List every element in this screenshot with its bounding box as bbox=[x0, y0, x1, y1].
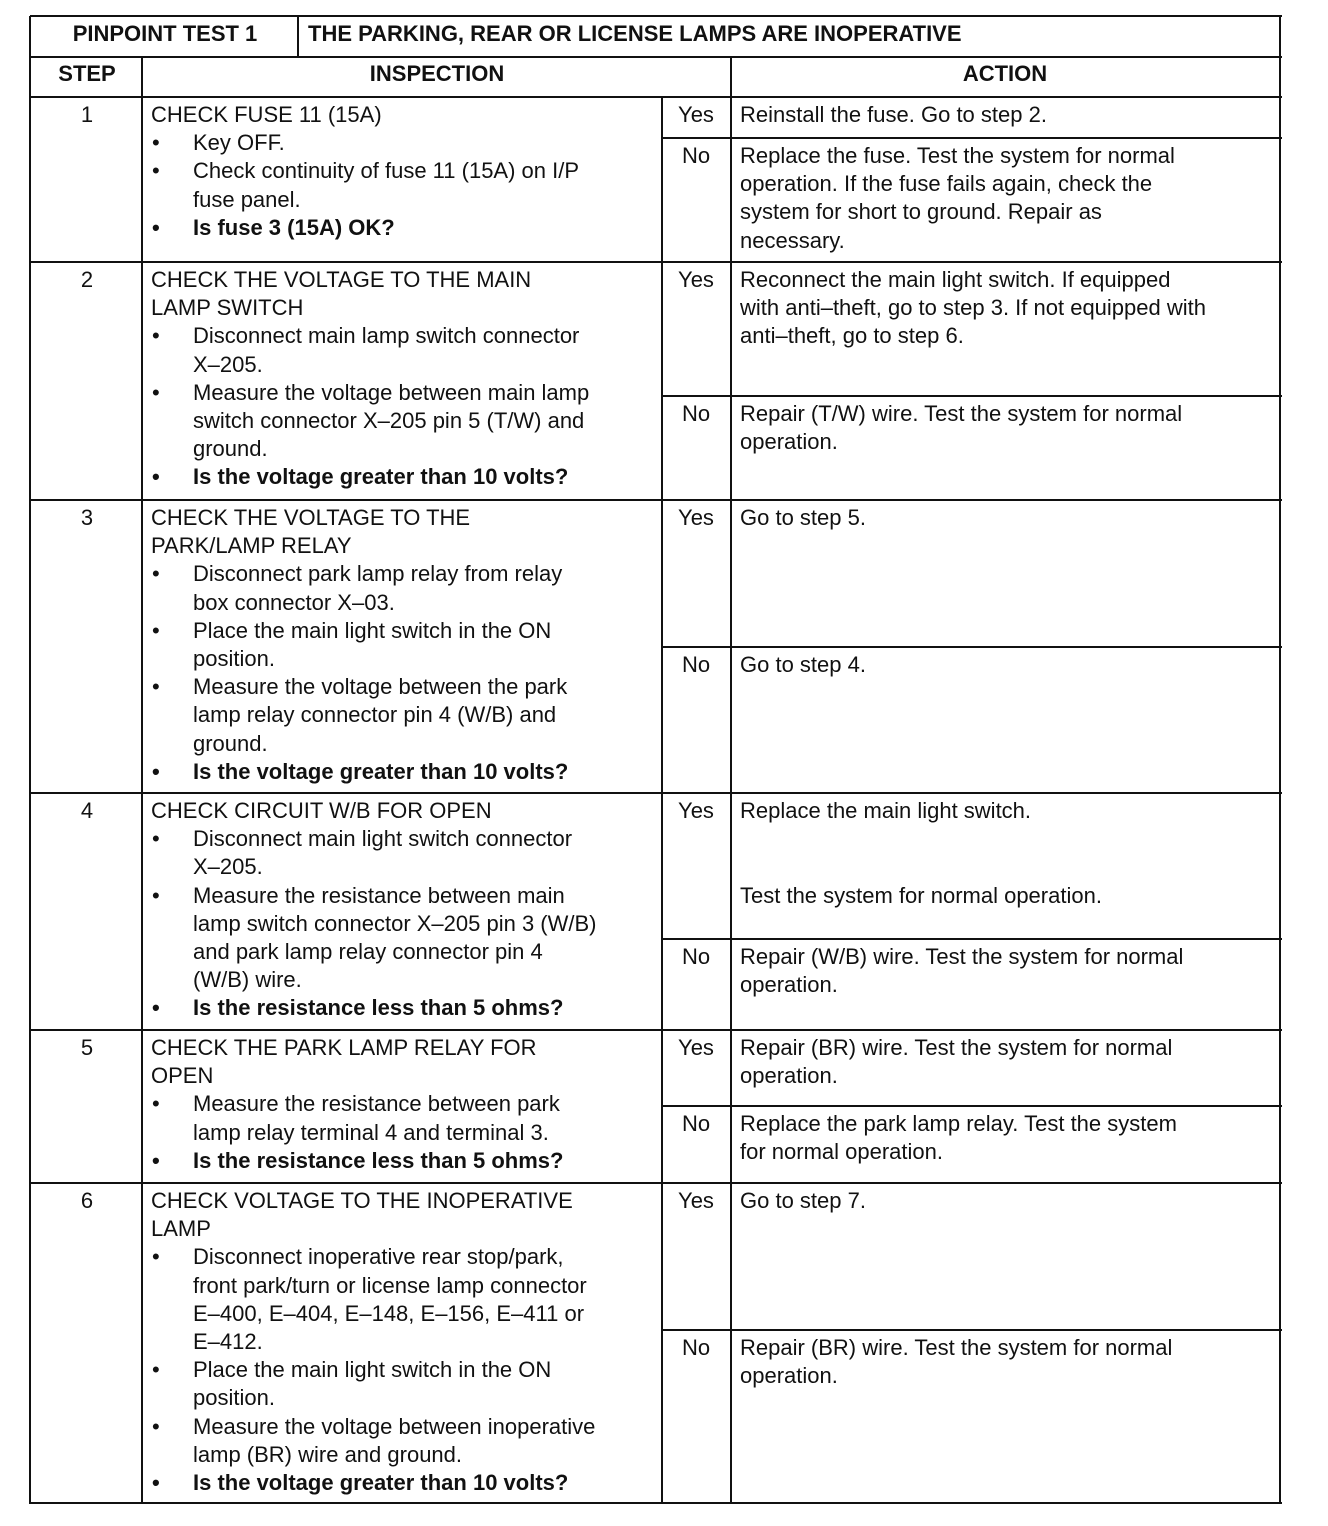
inspection-bullet-line: • Key OFF. bbox=[193, 130, 285, 156]
inspection-bullet-line: E–412. bbox=[193, 1329, 263, 1355]
step-number: 6 bbox=[80, 1188, 94, 1213]
action-line: Replace the park lamp relay. Test the system bbox=[740, 1111, 1177, 1136]
inspection-bullet bbox=[151, 157, 659, 213]
yes-label: Yes bbox=[678, 267, 714, 292]
inspection-bullet-line: ground. bbox=[193, 730, 268, 756]
action-line: Repair (BR) wire. Test the system for normal bbox=[740, 1335, 1173, 1360]
inspection-bullet-line: • Disconnect park lamp relay from relay bbox=[193, 561, 563, 587]
inspection-heading-line: LAMP SWITCH bbox=[151, 295, 304, 321]
inspection-bullet-line: E–400, E–404, E–148, E–156, E–411 or bbox=[193, 1300, 585, 1326]
action-line: Replace the main light switch. bbox=[740, 798, 1032, 823]
inspection-bullet bbox=[151, 1243, 659, 1356]
no-action bbox=[740, 943, 1275, 999]
action-line: Repair (T/W) wire. Test the system for normal bbox=[740, 401, 1183, 426]
table-left-border bbox=[29, 16, 31, 1504]
no-label: No bbox=[681, 1111, 711, 1136]
inspection-heading-line: CHECK CIRCUIT W/B FOR OPEN bbox=[151, 798, 492, 823]
inspection-column-header: INSPECTION bbox=[369, 61, 505, 86]
yes-label: Yes bbox=[678, 798, 714, 823]
inspection-bullet bbox=[151, 379, 659, 464]
action-line: Test the system for normal operation. bbox=[740, 882, 1102, 908]
no-action bbox=[740, 651, 1275, 679]
inspection-heading-line: OPEN bbox=[151, 1063, 214, 1089]
inspection-bullet bbox=[151, 673, 659, 758]
inspection-bullet-line: • Is fuse 3 (15A) OK? bbox=[193, 214, 395, 240]
no-label: No bbox=[681, 944, 711, 969]
step-number: 1 bbox=[80, 102, 94, 127]
action-line: operation. bbox=[740, 972, 838, 998]
inspection-cell bbox=[151, 1187, 659, 1497]
no-action bbox=[740, 1110, 1275, 1166]
yes-label: Yes bbox=[678, 102, 714, 127]
inspection-bullet-line: box connector X–03. bbox=[193, 589, 395, 615]
inspection-heading-line: CHECK THE VOLTAGE TO THE bbox=[151, 505, 471, 530]
action-line: with anti–theft, go to step 3. If not equipped with bbox=[740, 295, 1206, 321]
inspection-question bbox=[151, 994, 659, 1022]
action-column-divider bbox=[730, 57, 732, 1504]
inspection-question bbox=[151, 463, 659, 491]
action-line bbox=[740, 853, 1275, 881]
table-right-border bbox=[1279, 16, 1281, 1504]
step-row-border bbox=[30, 792, 1282, 794]
inspection-bullet bbox=[151, 1413, 659, 1469]
yes-label: Yes bbox=[678, 1035, 714, 1060]
action-line: operation. bbox=[740, 1063, 838, 1089]
action-line bbox=[740, 825, 1275, 853]
inspection-bullet-line: position. bbox=[193, 1385, 275, 1411]
inspection-bullet-line: • Is the voltage greater than 10 volts? bbox=[193, 1470, 569, 1496]
inspection-cell bbox=[151, 266, 659, 492]
title-divider bbox=[297, 16, 299, 58]
inspection-bullet-line: • Place the main light switch in the ON bbox=[193, 617, 552, 643]
inspection-cell bbox=[151, 101, 659, 242]
title-row-border bbox=[30, 56, 1282, 58]
test-label: PINPOINT TEST 1 bbox=[72, 21, 258, 46]
inspection-bullet-line: • Measure the resistance between park bbox=[193, 1091, 560, 1117]
inspection-bullet-line: position. bbox=[193, 646, 275, 672]
inspection-cell bbox=[151, 1034, 659, 1175]
yes-action bbox=[740, 101, 1275, 129]
inspection-bullet-line: • Is the resistance less than 5 ohms? bbox=[193, 995, 564, 1021]
action-line: system for short to ground. Repair as bbox=[740, 199, 1102, 225]
inspection-bullet-line: • Disconnect main light switch connector bbox=[193, 826, 573, 852]
inspection-heading-line: CHECK THE VOLTAGE TO THE MAIN bbox=[151, 267, 532, 292]
inspection-bullet-line: • Check continuity of fuse 11 (15A) on I/P bbox=[193, 158, 580, 184]
inspection-bullet-line: • Disconnect main lamp switch connector bbox=[193, 323, 580, 349]
action-column-header: ACTION bbox=[962, 61, 1048, 86]
answer-column-divider bbox=[661, 793, 663, 1031]
inspection-bullet-line: X–205. bbox=[193, 351, 263, 377]
step-number: 4 bbox=[80, 798, 94, 823]
inspection-bullet bbox=[151, 1090, 659, 1146]
action-line: necessary. bbox=[740, 227, 845, 253]
inspection-question bbox=[151, 1147, 659, 1175]
yes-action bbox=[740, 266, 1275, 351]
inspection-bullet-line: X–205. bbox=[193, 854, 263, 880]
no-action bbox=[740, 142, 1275, 255]
inspection-bullet-line: lamp switch connector X–205 pin 3 (W/B) bbox=[193, 910, 597, 936]
inspection-question bbox=[151, 1469, 659, 1497]
test-title: THE PARKING, REAR OR LICENSE LAMPS ARE INOPERATIVE bbox=[308, 21, 962, 46]
inspection-bullet-line: and park lamp relay connector pin 4 bbox=[193, 939, 543, 965]
header-row-border bbox=[30, 96, 1282, 98]
yes-no-divider bbox=[662, 1329, 1282, 1331]
inspection-heading-line: PARK/LAMP RELAY bbox=[151, 533, 352, 559]
inspection-question bbox=[151, 758, 659, 786]
inspection-bullet bbox=[151, 882, 659, 995]
inspection-bullet-line: ground. bbox=[193, 436, 268, 462]
step-number: 2 bbox=[80, 267, 94, 292]
inspection-bullet-line: • Measure the voltage between main lamp bbox=[193, 379, 590, 405]
inspection-bullet-line: • Is the resistance less than 5 ohms? bbox=[193, 1147, 564, 1173]
action-line: Go to step 4. bbox=[740, 652, 866, 677]
inspection-bullet bbox=[151, 825, 659, 881]
yes-no-divider bbox=[662, 646, 1282, 648]
inspection-bullet-line: (W/B) wire. bbox=[193, 967, 302, 993]
step-row-border bbox=[30, 1182, 1282, 1184]
inspection-bullet-line: lamp (BR) wire and ground. bbox=[193, 1441, 463, 1467]
inspection-bullet-line: switch connector X–205 pin 5 (T/W) and bbox=[193, 408, 585, 434]
action-line: Repair (BR) wire. Test the system for normal bbox=[740, 1035, 1173, 1060]
inspection-bullet-line: • Measure the resistance between main bbox=[193, 882, 565, 908]
step-column-divider bbox=[141, 57, 143, 1504]
action-line: operation. bbox=[740, 1363, 838, 1389]
no-label: No bbox=[681, 401, 711, 426]
step-number: 3 bbox=[80, 505, 94, 530]
inspection-bullet-line: fuse panel. bbox=[193, 186, 301, 212]
step-row-border bbox=[30, 261, 1282, 263]
action-line: operation. If the fuse fails again, check the bbox=[740, 171, 1153, 197]
answer-column-divider bbox=[661, 97, 663, 263]
yes-no-divider bbox=[662, 395, 1282, 397]
table-top-border bbox=[30, 15, 1282, 17]
inspection-bullet-line: • Place the main light switch in the ON bbox=[193, 1357, 552, 1383]
yes-label: Yes bbox=[678, 1188, 714, 1213]
no-action bbox=[740, 400, 1275, 456]
answer-column-divider bbox=[661, 1030, 663, 1184]
inspection-bullet-line: front park/turn or license lamp connector bbox=[193, 1272, 587, 1298]
yes-action bbox=[740, 1034, 1275, 1090]
inspection-bullet-line: • Measure the voltage between inoperative bbox=[193, 1413, 596, 1439]
no-label: No bbox=[681, 652, 711, 677]
no-label: No bbox=[681, 1335, 711, 1360]
inspection-bullet-line: lamp relay connector pin 4 (W/B) and bbox=[193, 702, 557, 728]
answer-column-divider bbox=[661, 1183, 663, 1504]
yes-label: Yes bbox=[678, 505, 714, 530]
yes-action bbox=[740, 1187, 1275, 1215]
action-line: Go to step 7. bbox=[740, 1188, 866, 1213]
inspection-heading-line: CHECK THE PARK LAMP RELAY FOR bbox=[151, 1035, 537, 1060]
inspection-heading-line: LAMP bbox=[151, 1216, 211, 1242]
action-line: Repair (W/B) wire. Test the system for normal bbox=[740, 944, 1184, 969]
action-line: anti–theft, go to step 6. bbox=[740, 323, 964, 349]
inspection-bullet-line: • Is the voltage greater than 10 volts? bbox=[193, 464, 569, 490]
answer-column-divider bbox=[661, 262, 663, 501]
inspection-bullet-line: • Disconnect inoperative rear stop/park, bbox=[193, 1244, 564, 1270]
yes-no-divider bbox=[662, 938, 1282, 940]
action-line: Go to step 5. bbox=[740, 505, 866, 530]
step-row-border bbox=[30, 1029, 1282, 1031]
yes-action bbox=[740, 504, 1275, 532]
inspection-bullet bbox=[151, 1356, 659, 1412]
step-row-border bbox=[30, 499, 1282, 501]
inspection-bullet bbox=[151, 617, 659, 673]
inspection-bullet bbox=[151, 129, 659, 157]
action-line: operation. bbox=[740, 429, 838, 455]
inspection-bullet-line: • Measure the voltage between the park bbox=[193, 674, 568, 700]
yes-no-divider bbox=[662, 137, 1282, 139]
no-label: No bbox=[681, 143, 711, 168]
action-line: Reconnect the main light switch. If equipped bbox=[740, 267, 1171, 292]
inspection-bullet-line: • Is the voltage greater than 10 volts? bbox=[193, 758, 569, 784]
inspection-bullet bbox=[151, 322, 659, 378]
inspection-bullet-line: lamp relay terminal 4 and terminal 3. bbox=[193, 1119, 549, 1145]
inspection-question bbox=[151, 214, 659, 242]
inspection-cell bbox=[151, 797, 659, 1023]
inspection-bullet bbox=[151, 560, 659, 616]
action-line: Replace the fuse. Test the system for normal bbox=[740, 143, 1175, 168]
yes-action bbox=[740, 797, 1275, 910]
yes-no-divider bbox=[662, 1105, 1282, 1107]
inspection-cell bbox=[151, 504, 659, 786]
inspection-heading-line: CHECK VOLTAGE TO THE INOPERATIVE bbox=[151, 1188, 573, 1213]
inspection-heading-line: CHECK FUSE 11 (15A) bbox=[151, 102, 382, 127]
step-row-border bbox=[30, 1502, 1282, 1504]
no-action bbox=[740, 1334, 1275, 1390]
action-line: for normal operation. bbox=[740, 1139, 943, 1165]
step-column-header: STEP bbox=[58, 61, 116, 86]
action-line: Reinstall the fuse. Go to step 2. bbox=[740, 102, 1047, 127]
step-number: 5 bbox=[80, 1035, 94, 1060]
